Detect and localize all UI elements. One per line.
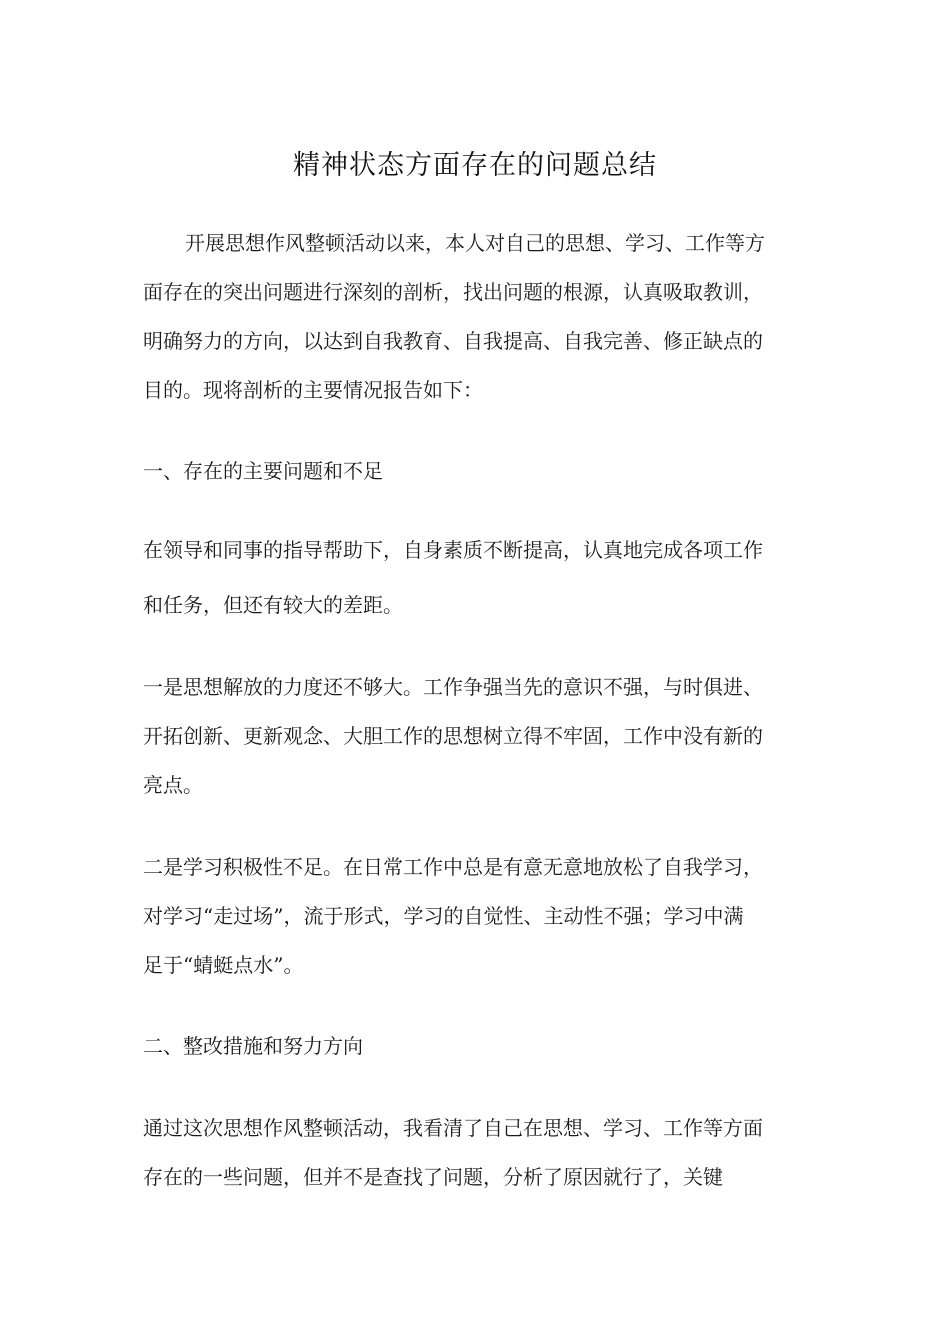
intro-line-1: 开展思想作风整顿活动以来，本人对自己的思想、学习、工作等方: [185, 231, 765, 255]
intro-line-4: 目的。现将剖析的主要情况报告如下：: [143, 378, 483, 402]
section-heading-2: 二、整改措施和努力方向: [143, 1034, 363, 1058]
document-title: 精神状态方面存在的问题总结: [293, 150, 657, 181]
p4-line-1: 通过这次思想作风整顿活动，我看清了自己在思想、学习、工作等方面: [143, 1116, 763, 1140]
p2-line-3: 亮点。: [143, 773, 203, 797]
p2-line-1: 一是思想解放的力度还不够大。工作争强当先的意识不强，与时俱进、: [143, 675, 763, 699]
intro-line-3: 明确努力的方向，以达到自我教育、自我提高、自我完善、修正缺点的: [143, 329, 763, 353]
p1-line-1: 在领导和同事的指导帮助下，自身素质不断提高，认真地完成各项工作: [143, 538, 763, 562]
p3-line-2: 对学习“走过场”，流于形式，学习的自觉性、主动性不强；学习中满: [143, 904, 744, 928]
p1-line-2: 和任务，但还有较大的差距。: [143, 593, 403, 617]
intro-line-2: 面存在的突出问题进行深刻的剖析，找出问题的根源，认真吸取教训，: [143, 280, 763, 304]
p2-line-2: 开拓创新、更新观念、大胆工作的思想树立得不牢固，工作中没有新的: [143, 724, 763, 748]
p4-line-2: 存在的一些问题，但并不是查找了问题，分析了原因就行了，关键: [143, 1165, 723, 1189]
p3-line-1: 二是学习积极性不足。在日常工作中总是有意无意地放松了自我学习，: [143, 855, 763, 879]
section-heading-1: 一、存在的主要问题和不足: [143, 459, 383, 483]
p3-line-3: 足于“蜻蜓点水”。: [143, 953, 304, 977]
